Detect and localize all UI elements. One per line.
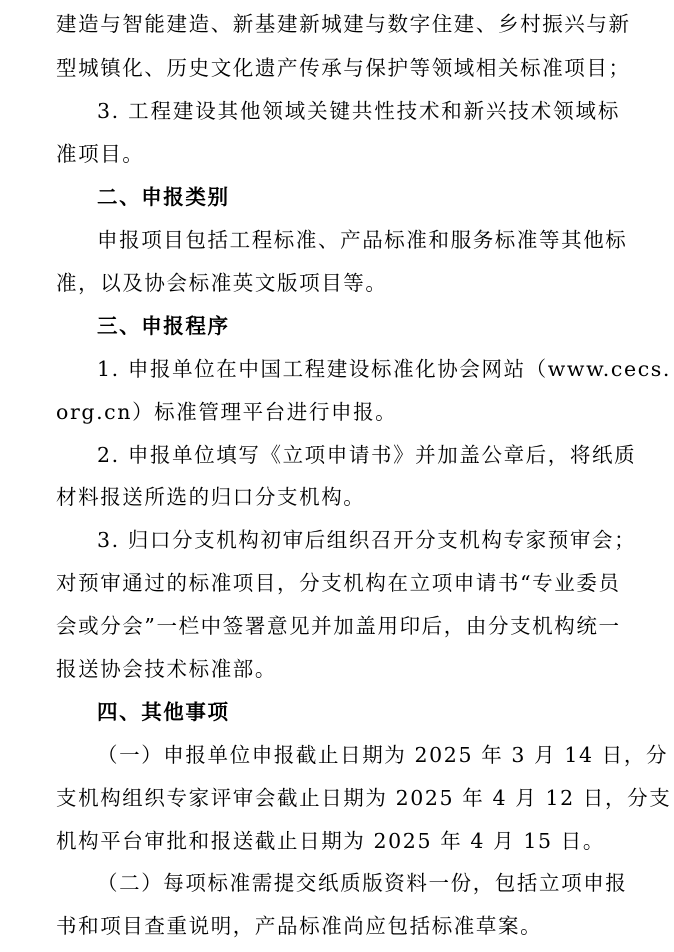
paragraph-line: 机构平台审批和报送截止日期为 2025 年 4 月 15 日。 bbox=[56, 829, 605, 853]
section-heading-2: 二、申报类别 bbox=[97, 185, 230, 209]
section-heading-3: 三、申报程序 bbox=[97, 314, 230, 338]
paragraph-line: 报送协会技术标准部。 bbox=[56, 657, 277, 681]
paragraph-line: 申报项目包括工程标准、产品标准和服务标准等其他标 bbox=[97, 228, 628, 252]
paragraph-line: 会或分会”一栏中签署意见并加盖用印后，由分支机构统一 bbox=[56, 614, 621, 638]
section-heading-4: 四、其他事项 bbox=[97, 700, 230, 724]
paragraph-line: 3. 工程建设其他领域关键共性技术和新兴技术领域标 bbox=[97, 99, 620, 123]
paragraph-line: 材料报送所选的归口分支机构。 bbox=[56, 485, 366, 509]
paragraph-line: 准，以及协会标准英文版项目等。 bbox=[56, 271, 388, 295]
paragraph-line: 对预审通过的标准项目，分支机构在立项申请书“专业委员 bbox=[56, 571, 621, 595]
paragraph-line: 2. 申报单位填写《立项申请书》并加盖公章后，将纸质 bbox=[97, 443, 637, 467]
paragraph-line: 型城镇化、历史文化遗产传承与保护等领域相关标准项目； bbox=[56, 56, 631, 80]
paragraph-line: （一）申报单位申报截止日期为 2025 年 3 月 14 日，分 bbox=[97, 743, 669, 767]
paragraph-line: （二）每项标准需提交纸质版资料一份，包括立项申报 bbox=[97, 871, 628, 895]
paragraph-line: 支机构组织专家评审会截止日期为 2025 年 4 月 12 日，分支 bbox=[56, 786, 672, 810]
paragraph-line: 建造与智能建造、新基建新城建与数字住建、乡村振兴与新 bbox=[56, 12, 631, 36]
paragraph-line: 3. 归口分支机构初审后组织召开分支机构专家预审会； bbox=[97, 528, 637, 552]
paragraph-line: 准项目。 bbox=[56, 142, 145, 166]
paragraph-line: org.cn）标准管理平台进行申报。 bbox=[56, 400, 398, 424]
paragraph-line: 1. 申报单位在中国工程建设标准化协会网站（www.cecs. bbox=[97, 357, 672, 381]
paragraph-line: 书和项目查重说明，产品标准尚应包括标准草案。 bbox=[56, 914, 543, 938]
